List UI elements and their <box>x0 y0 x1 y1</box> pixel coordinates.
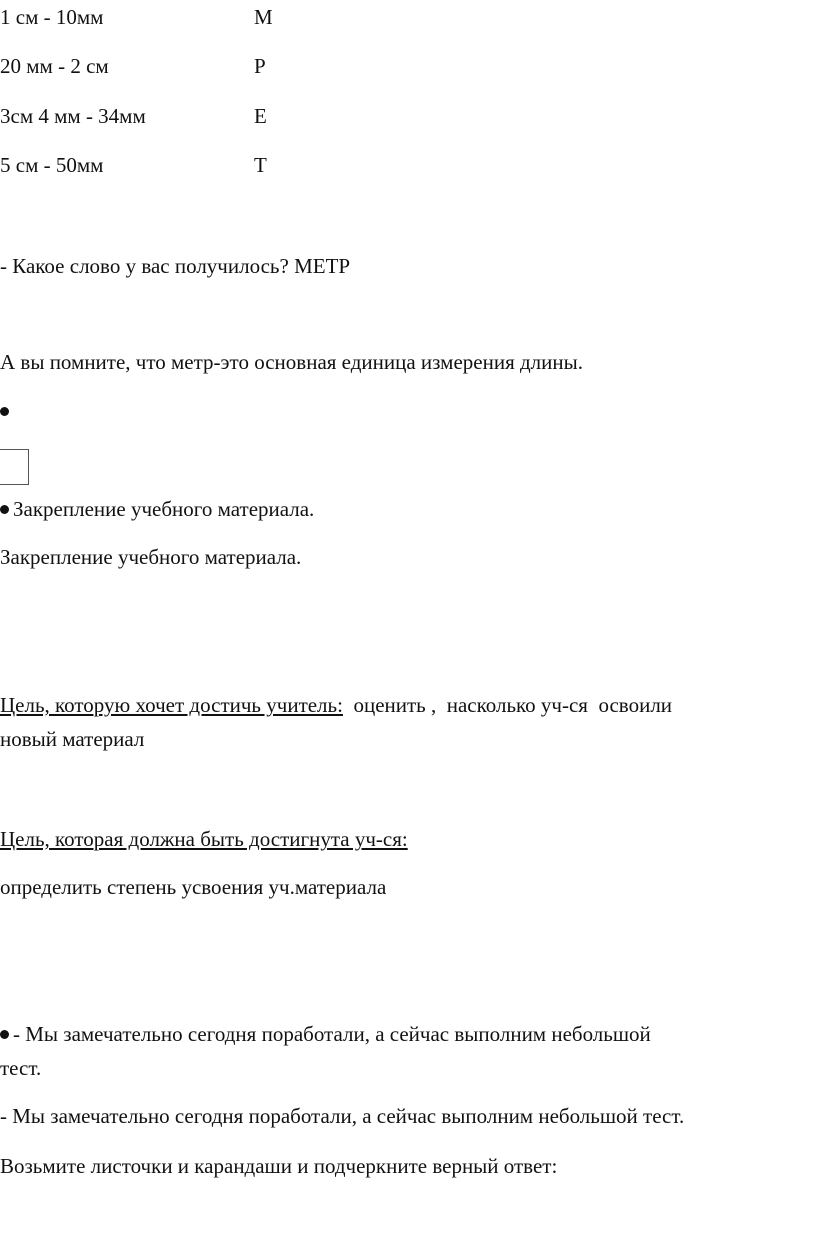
conversion-expr: 3см 4 мм - 34мм <box>0 104 146 128</box>
student-goal-label: Цель, которая должна быть достигнута уч-ся: <box>0 827 408 851</box>
conversion-row-2 <box>0 53 109 79</box>
test-intro: - Мы замечательно сегодня поработали, а сейчас выполним небольшой тест. <box>0 1104 685 1128</box>
teacher-goal-label: Цель, которую хочет достичь учитель: <box>0 693 343 717</box>
bullet-section-title <box>0 496 314 522</box>
student-goal-text: определить степень усвоения уч.материала <box>0 875 387 899</box>
conversion-expr: 5 см - 50мм <box>0 153 104 177</box>
word-question: - Какое слово у вас получилось? МЕТР <box>0 254 351 278</box>
reminder-text: А вы помните, что метр-это основная единица измерения длины. <box>0 350 583 374</box>
teacher-goal-continuation: новый материал <box>0 727 145 751</box>
conversion-row-4 <box>0 152 103 178</box>
section-title-text: Закрепление учебного материала. <box>13 497 315 521</box>
conversion-letter: М <box>254 5 273 29</box>
conversion-row-1 <box>0 4 103 30</box>
conversion-letter: Р <box>254 54 266 78</box>
test-intro-bullet <box>0 1021 651 1047</box>
teacher-goal <box>0 692 672 718</box>
test-intro-bullet-text: - Мы замечательно сегодня поработали, а сейчас выполним небольшой <box>13 1022 651 1046</box>
conversion-expr: 20 мм - 2 см <box>0 54 109 78</box>
test-intro-bullet-continuation: тест. <box>0 1056 42 1080</box>
section-title: Закрепление учебного материала. <box>0 545 302 569</box>
teacher-goal-text: оценить , насколько уч-ся освоили <box>342 693 673 717</box>
conversion-row-3 <box>0 103 146 129</box>
instruction-text: Возьмите листочки и карандаши и подчеркните верный ответ: <box>0 1154 558 1178</box>
bullet-icon <box>0 1030 9 1039</box>
conversion-letter: Т <box>254 153 267 177</box>
empty-bullet-line <box>0 398 13 424</box>
bullet-icon <box>0 407 9 416</box>
bullet-icon <box>0 505 9 514</box>
conversion-letter: Е <box>254 104 267 128</box>
box-fragment <box>0 449 29 485</box>
conversion-expr: 1 см - 10мм <box>0 5 104 29</box>
